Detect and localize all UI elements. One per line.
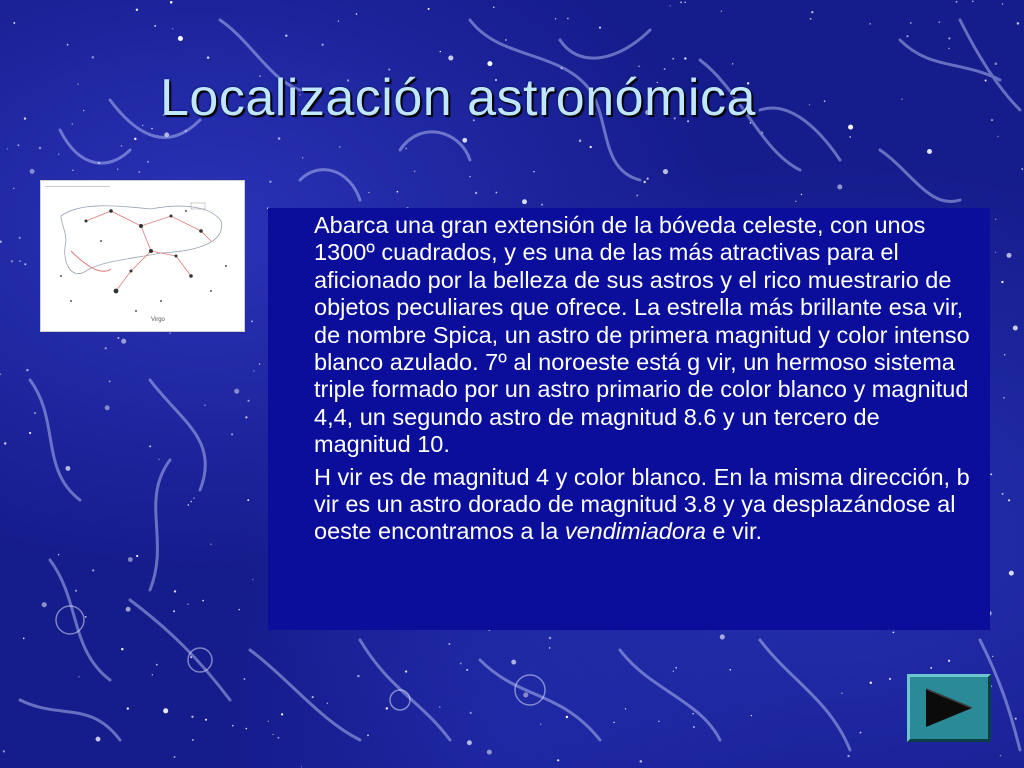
background-star xyxy=(1008,499,1010,501)
background-star xyxy=(127,707,129,709)
background-star xyxy=(938,21,940,23)
background-star xyxy=(684,1,686,3)
background-star xyxy=(810,18,812,20)
background-star xyxy=(301,766,302,767)
background-star xyxy=(869,23,870,24)
background-star xyxy=(72,123,73,124)
background-star xyxy=(34,412,36,414)
paragraph-virgo-stars xyxy=(314,464,978,546)
background-star xyxy=(1001,281,1003,283)
background-star xyxy=(1002,493,1004,495)
background-star xyxy=(505,39,507,41)
background-star xyxy=(673,670,675,672)
background-star xyxy=(65,466,70,471)
background-star xyxy=(13,188,14,189)
background-star xyxy=(19,260,20,261)
background-star xyxy=(136,555,138,557)
background-star xyxy=(39,147,42,150)
background-star xyxy=(231,433,233,435)
background-star xyxy=(0,241,2,243)
background-star xyxy=(170,1,173,4)
background-star xyxy=(1009,571,1014,576)
background-star xyxy=(555,18,556,19)
background-star xyxy=(158,459,159,460)
background-star xyxy=(439,706,440,707)
background-star xyxy=(104,347,106,349)
background-star xyxy=(121,648,124,651)
background-star xyxy=(134,138,136,140)
background-star xyxy=(579,139,582,142)
background-star xyxy=(151,128,153,130)
background-star xyxy=(17,144,19,146)
background-star xyxy=(848,125,853,130)
background-star xyxy=(259,363,260,364)
background-star xyxy=(147,161,149,163)
background-star xyxy=(669,5,670,6)
background-star xyxy=(24,117,26,119)
background-star xyxy=(692,713,694,715)
background-star xyxy=(1017,22,1020,25)
background-star xyxy=(997,136,998,137)
background-star xyxy=(205,719,207,721)
background-star xyxy=(638,65,640,67)
background-star xyxy=(327,703,329,705)
background-star xyxy=(469,176,471,178)
background-star xyxy=(152,674,153,675)
background-star xyxy=(495,192,497,194)
background-star xyxy=(239,609,240,610)
background-star xyxy=(470,712,472,714)
background-star xyxy=(870,681,873,684)
background-star xyxy=(252,579,253,580)
background-star xyxy=(23,638,25,640)
background-star xyxy=(204,404,206,406)
background-star xyxy=(684,57,686,59)
background-star xyxy=(540,724,541,725)
background-star xyxy=(13,22,15,24)
background-star xyxy=(234,389,239,394)
background-star xyxy=(460,663,462,665)
background-star xyxy=(42,602,47,607)
background-star xyxy=(187,604,188,605)
background-star xyxy=(278,137,281,140)
background-star xyxy=(247,400,249,402)
background-star xyxy=(927,149,932,154)
background-star xyxy=(824,100,826,102)
background-star xyxy=(841,693,842,694)
background-star xyxy=(172,28,173,29)
background-star xyxy=(142,125,143,126)
background-star xyxy=(321,44,323,46)
paragraph-virgo-description: Abarca una gran extensión de la bóveda celeste, con unos 1300º cuadrados, y es una de las más atractivas para el aficionado por la belleza de sus astros y el rico muestrario de objetos peculiares que ofrece. La estrella más brillante esa vir, de nombre Spica, un astro de primera magnitud y color intenso blanco azulado. 7º al noroeste está g vir, un hermoso sistema triple formado por un astro primario de color blanco y magnitud 4,4, un segundo astro de magnitud 8.6 y un tercero de magnitud 10. xyxy=(314,212,970,458)
background-star xyxy=(268,721,269,722)
background-star xyxy=(533,171,534,172)
background-star xyxy=(138,171,140,173)
background-star xyxy=(557,759,559,761)
background-star xyxy=(860,732,862,734)
background-star xyxy=(1004,354,1005,355)
background-star xyxy=(247,499,249,501)
background-star xyxy=(892,631,894,633)
background-star xyxy=(178,36,183,41)
background-star xyxy=(193,497,195,499)
background-star xyxy=(251,320,253,322)
background-star xyxy=(643,181,645,183)
background-star xyxy=(207,56,210,59)
background-star xyxy=(7,148,8,149)
background-star xyxy=(1013,325,1018,330)
background-star xyxy=(243,678,245,680)
background-star xyxy=(149,445,151,447)
background-star xyxy=(972,1,974,3)
background-star xyxy=(30,169,35,174)
background-star xyxy=(995,219,996,220)
background-star xyxy=(156,664,158,666)
background-star xyxy=(163,708,168,713)
background-star xyxy=(720,634,725,639)
background-star xyxy=(985,80,987,82)
background-star xyxy=(541,204,543,206)
background-star xyxy=(192,739,194,741)
background-star xyxy=(173,610,175,612)
background-star xyxy=(338,20,339,21)
background-star xyxy=(948,37,950,39)
background-star xyxy=(245,416,247,418)
background-star xyxy=(658,721,659,722)
slide-title: Localización astronómica xyxy=(160,69,756,127)
background-star xyxy=(729,669,731,671)
background-star xyxy=(466,669,468,671)
background-star xyxy=(930,667,932,669)
background-star xyxy=(121,339,126,344)
background-star xyxy=(105,405,110,410)
background-star xyxy=(948,48,949,49)
background-star xyxy=(24,263,26,265)
background-star xyxy=(663,169,668,174)
background-star xyxy=(801,194,802,195)
background-star xyxy=(246,728,248,730)
background-star xyxy=(121,145,123,147)
background-star xyxy=(4,442,6,444)
background-star xyxy=(78,676,79,677)
content-panel xyxy=(268,208,990,630)
background-star xyxy=(58,554,59,555)
background-star xyxy=(567,18,569,20)
background-star xyxy=(672,58,674,60)
background-star xyxy=(599,27,601,29)
background-star xyxy=(992,656,993,657)
background-star xyxy=(96,737,101,742)
background-star xyxy=(991,119,993,121)
background-star xyxy=(11,260,13,262)
background-star xyxy=(590,146,592,148)
background-star xyxy=(693,726,695,728)
background-star xyxy=(302,157,303,158)
paragraph-2-text: H vir es de magnitud 4 y color blanco. En la misma dirección, b vir es un astro dorado de magnitud 3.8 y ya desplazándose al oeste encontramos a la xyxy=(314,463,970,545)
background-star xyxy=(467,740,472,745)
background-star xyxy=(493,6,494,7)
background-star xyxy=(128,557,133,562)
background-star xyxy=(83,110,84,111)
background-star xyxy=(29,432,31,434)
background-star xyxy=(549,637,552,640)
background-star xyxy=(232,725,234,727)
background-star xyxy=(190,501,192,503)
background-star xyxy=(956,1,958,3)
background-star xyxy=(428,8,430,10)
background-star xyxy=(109,380,111,382)
background-star xyxy=(636,195,638,197)
background-star xyxy=(117,337,119,339)
svg-text:—————————————: ————————————— xyxy=(45,184,110,190)
background-star xyxy=(646,177,648,179)
background-star xyxy=(67,44,69,46)
background-star xyxy=(448,643,450,645)
background-star xyxy=(210,543,212,545)
background-star xyxy=(72,170,73,171)
background-star xyxy=(511,660,516,665)
background-star xyxy=(154,25,156,27)
background-star xyxy=(462,138,467,143)
background-star xyxy=(448,55,453,60)
background-star xyxy=(809,104,810,105)
background-star xyxy=(1021,168,1023,170)
background-star xyxy=(523,692,528,697)
background-star xyxy=(85,616,87,618)
background-star xyxy=(751,715,752,716)
background-star xyxy=(995,252,996,253)
background-star xyxy=(272,734,273,735)
background-star xyxy=(202,600,204,602)
background-star xyxy=(191,716,193,718)
background-star xyxy=(811,11,813,13)
background-star xyxy=(625,708,626,709)
background-star xyxy=(169,333,171,335)
background-star xyxy=(1015,718,1017,720)
background-star xyxy=(285,34,287,36)
background-star xyxy=(721,11,722,12)
background-star xyxy=(77,83,79,85)
background-star xyxy=(92,569,94,571)
background-star xyxy=(901,99,902,100)
background-star xyxy=(3,750,5,752)
background-star xyxy=(19,237,21,239)
background-star xyxy=(26,369,29,372)
background-star xyxy=(269,181,271,183)
chart-caption: Virgo xyxy=(151,317,165,323)
background-star xyxy=(487,750,492,755)
background-star xyxy=(1003,397,1005,399)
background-star xyxy=(92,56,95,59)
background-star xyxy=(414,170,416,172)
background-star xyxy=(397,191,399,193)
background-star xyxy=(549,647,551,649)
background-star xyxy=(281,713,283,715)
next-slide-button[interactable] xyxy=(907,674,991,742)
background-star xyxy=(136,9,138,11)
background-star xyxy=(732,63,733,64)
background-star xyxy=(640,760,643,763)
background-star xyxy=(405,670,407,672)
background-star xyxy=(487,61,492,66)
background-star xyxy=(990,473,992,475)
background-star xyxy=(117,169,118,170)
background-star xyxy=(253,370,254,371)
background-star xyxy=(339,146,340,147)
background-star xyxy=(440,51,441,52)
background-star xyxy=(277,737,279,739)
background-star xyxy=(174,590,176,592)
background-star xyxy=(405,148,407,150)
background-star xyxy=(847,755,849,757)
background-star xyxy=(367,735,369,737)
background-star xyxy=(795,201,796,202)
background-star xyxy=(1000,755,1002,757)
background-star xyxy=(58,153,59,154)
constellation-chart-image xyxy=(40,180,245,332)
background-star xyxy=(386,707,388,709)
paragraph-2-end: e vir. xyxy=(705,518,763,545)
background-star xyxy=(356,13,358,15)
background-star xyxy=(312,696,314,698)
background-star xyxy=(475,192,477,194)
background-star xyxy=(613,722,614,723)
background-star xyxy=(188,504,190,506)
background-star xyxy=(910,22,912,24)
background-star xyxy=(566,716,568,718)
background-star xyxy=(837,184,842,189)
background-star xyxy=(906,35,908,37)
background-star xyxy=(0,373,1,375)
background-star xyxy=(357,675,359,677)
paragraph-2-italic: vendimiadora xyxy=(564,518,706,545)
background-star xyxy=(368,192,370,194)
background-star xyxy=(1002,3,1003,4)
background-star xyxy=(995,62,998,65)
background-star xyxy=(675,667,677,669)
background-star xyxy=(126,607,131,612)
play-next-icon xyxy=(924,687,974,729)
background-star xyxy=(680,1,682,3)
constellation-chart-icon xyxy=(41,181,244,331)
background-star xyxy=(522,199,527,204)
background-star xyxy=(174,756,176,758)
background-star xyxy=(948,660,950,662)
background-star xyxy=(889,678,891,680)
background-star xyxy=(75,590,77,592)
background-star xyxy=(1006,253,1011,258)
background-star xyxy=(849,136,851,138)
